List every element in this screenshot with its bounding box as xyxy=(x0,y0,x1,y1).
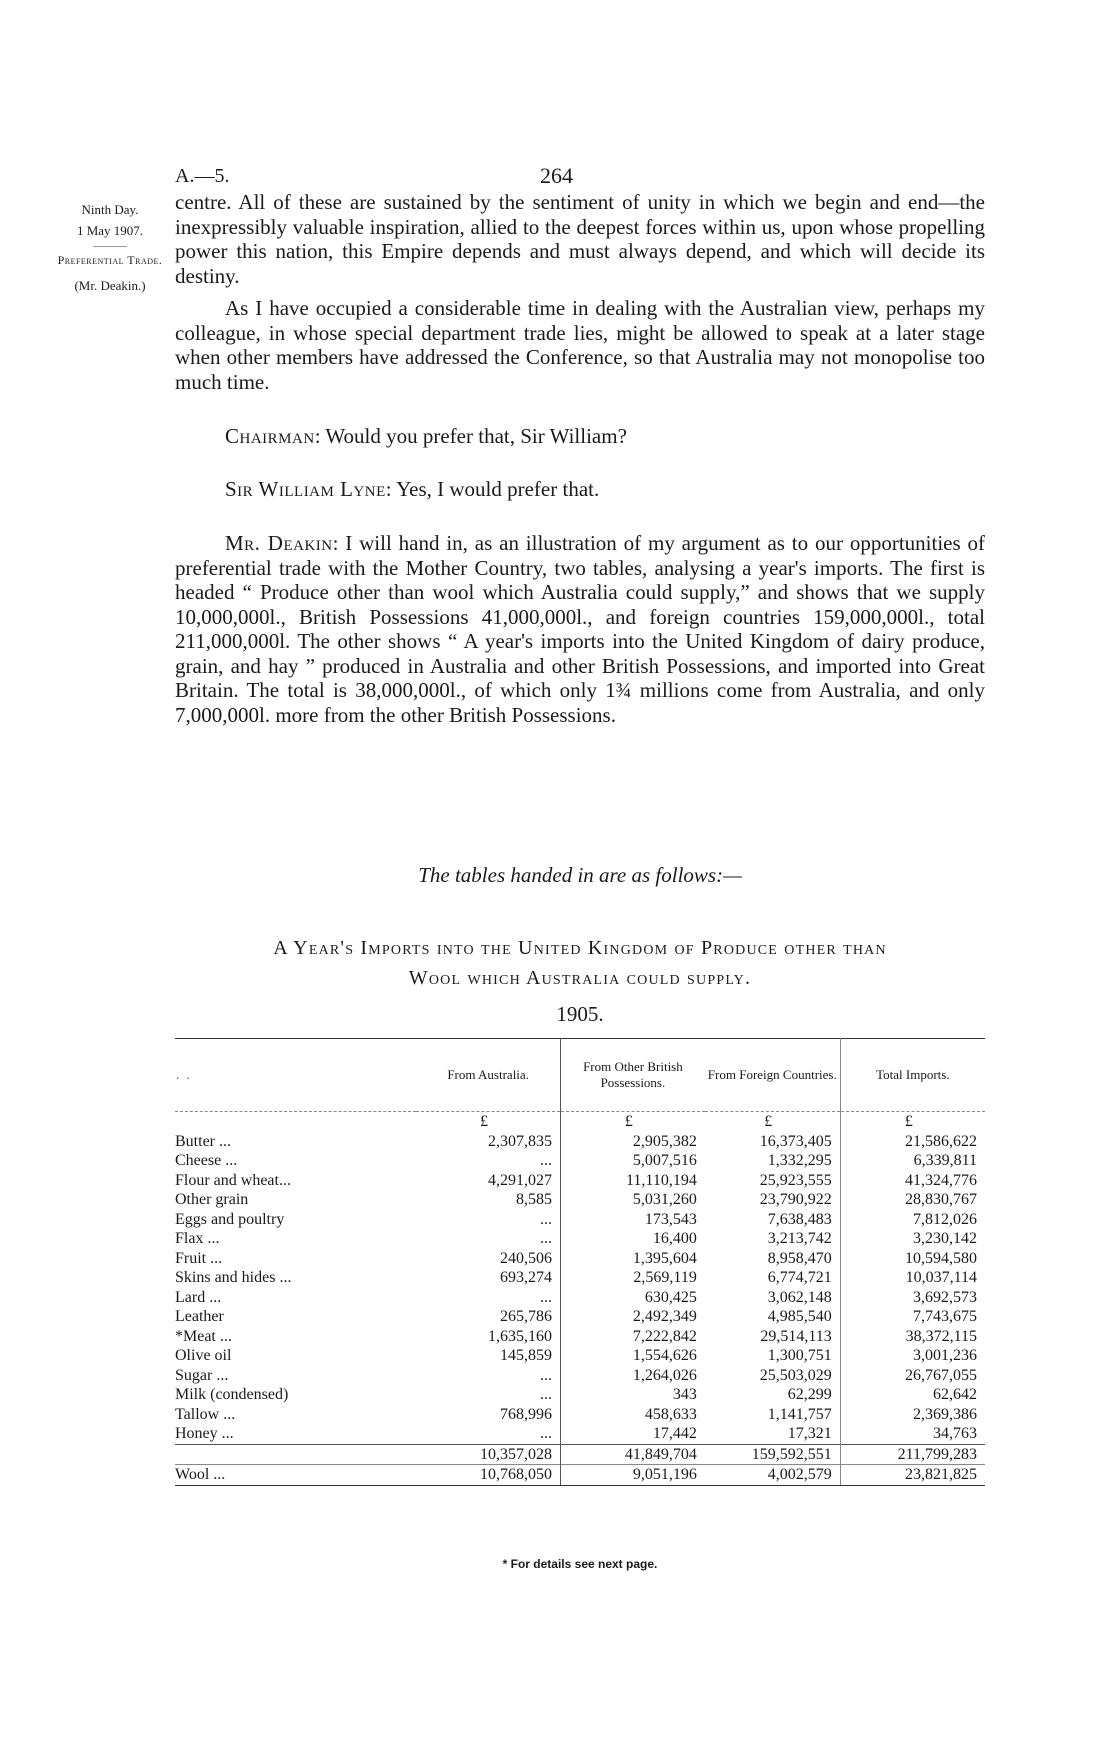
cell-from-foreign: 3,062,148 xyxy=(767,1288,832,1306)
cell-total: 211,799,283 xyxy=(840,1444,985,1465)
row-label: *Meat ... xyxy=(175,1327,232,1345)
page-number: 264 xyxy=(540,163,573,188)
table-title-line-1: A Year's Imports into the United Kingdom of Produce other than xyxy=(273,937,887,959)
footnote: * For details see next page. xyxy=(502,1557,658,1571)
row-label: Olive oil xyxy=(175,1347,232,1364)
unit-cell: £ xyxy=(705,1112,840,1132)
cell-from-foreign: 1,141,757 xyxy=(767,1405,832,1423)
header-blank: . . xyxy=(176,1067,192,1083)
table-title-line-2: Wool which Australia could supply. xyxy=(408,967,752,989)
margin-rule xyxy=(93,246,127,247)
margin-speaker: (Mr. Deakin.) xyxy=(74,277,146,293)
table-row xyxy=(175,1249,985,1269)
body-text xyxy=(175,190,985,727)
row-label: Leather xyxy=(175,1308,224,1325)
cell-total: 23,821,825 xyxy=(840,1465,985,1486)
row-label: Flax ... xyxy=(175,1230,220,1247)
cell-from-australia: 145,859 xyxy=(500,1347,553,1364)
cell-total: 62,642 xyxy=(840,1385,985,1405)
cell-from-other-british: 7,222,842 xyxy=(561,1327,705,1347)
table-row xyxy=(175,1366,985,1386)
table-row xyxy=(175,1229,985,1249)
cell-from-australia: 768,996 xyxy=(500,1405,553,1423)
cell-from-foreign: 17,321 xyxy=(787,1425,832,1442)
cell-from-foreign: 8,958,470 xyxy=(767,1249,832,1267)
cell-total: 3,001,236 xyxy=(840,1346,985,1366)
cell-from-foreign: 62,299 xyxy=(787,1386,832,1403)
cell-total: 6,339,811 xyxy=(840,1151,985,1171)
cell-from-other-british: 2,569,119 xyxy=(561,1268,705,1288)
cell-from-australia: 693,274 xyxy=(500,1269,553,1286)
cell-from-australia: 1,635,160 xyxy=(488,1327,553,1345)
cell-total: 3,230,142 xyxy=(840,1229,985,1249)
cell-from-foreign: 159,592,551 xyxy=(705,1444,840,1465)
unit-row xyxy=(175,1112,985,1132)
row-label: Honey ... xyxy=(175,1425,234,1442)
cell-from-australia: 265,786 xyxy=(500,1308,553,1325)
row-label: Fruit ... xyxy=(175,1249,223,1267)
table-row xyxy=(175,1307,985,1327)
cell-from-foreign: 1,300,751 xyxy=(767,1347,832,1364)
row-label: Wool ... xyxy=(175,1465,416,1486)
cell-total: 10,594,580 xyxy=(840,1249,985,1269)
cell-total: 21,586,622 xyxy=(840,1132,985,1152)
cell-total: 34,763 xyxy=(840,1424,985,1444)
margin-subject: Preferential Trade. xyxy=(57,252,163,267)
cell-total: 2,369,386 xyxy=(840,1405,985,1425)
cell-from-other-british: 173,543 xyxy=(561,1210,705,1230)
cell-from-other-british: 41,849,704 xyxy=(561,1444,705,1465)
cell-total: 26,767,055 xyxy=(840,1366,985,1386)
cell-from-other-british: 343 xyxy=(561,1385,705,1405)
row-label xyxy=(175,1444,416,1465)
cell-total: 38,372,115 xyxy=(840,1327,985,1347)
paragraph-deakin xyxy=(175,531,985,727)
cell-total: 3,692,573 xyxy=(840,1288,985,1308)
cell-from-australia: ... xyxy=(540,1425,553,1442)
table-row xyxy=(175,1171,985,1191)
table-row xyxy=(175,1132,985,1152)
imports-table xyxy=(175,1038,985,1486)
row-label: Tallow ... xyxy=(175,1405,236,1423)
row-label: Skins and hides ... xyxy=(175,1269,292,1286)
table-row xyxy=(175,1405,985,1425)
cell-from-foreign: 1,332,295 xyxy=(767,1152,832,1169)
row-label: Other grain xyxy=(175,1191,249,1208)
table-row xyxy=(175,1327,985,1347)
totals-row xyxy=(175,1444,985,1465)
cell-from-other-british: 17,442 xyxy=(561,1424,705,1444)
cell-from-other-british: 2,905,382 xyxy=(561,1132,705,1152)
wool-row xyxy=(175,1465,985,1486)
cell-from-foreign: 23,790,922 xyxy=(759,1191,832,1208)
cell-from-foreign: 4,985,540 xyxy=(767,1308,832,1325)
margin-date: 1 May 1907. xyxy=(76,222,144,238)
cell-total: 41,324,776 xyxy=(840,1171,985,1191)
cell-from-other-british: 1,264,026 xyxy=(561,1366,705,1386)
table-year: 1905. xyxy=(556,1002,604,1026)
unit-cell: £ xyxy=(840,1112,985,1132)
table-row xyxy=(175,1288,985,1308)
row-label: Eggs and poultry xyxy=(175,1210,285,1228)
speaker-deakin: Mr. Deakin xyxy=(225,531,333,555)
lyne-text: : Yes, I would prefer that. xyxy=(385,476,600,501)
cell-total: 28,830,767 xyxy=(840,1190,985,1210)
table-row xyxy=(175,1424,985,1444)
cell-from-foreign: 16,373,405 xyxy=(759,1132,832,1150)
header-from-australia: From Australia. xyxy=(447,1067,529,1083)
cell-total: 7,812,026 xyxy=(840,1210,985,1230)
cell-from-australia: 4,291,027 xyxy=(488,1171,553,1189)
cell-from-australia: ... xyxy=(540,1230,553,1247)
row-label: Sugar ... xyxy=(175,1366,229,1384)
header-from-foreign: From Foreign Countries. xyxy=(707,1067,837,1083)
cell-from-other-british: 458,633 xyxy=(561,1405,705,1425)
row-label: Milk (condensed) xyxy=(175,1386,289,1403)
unit-cell: £ xyxy=(416,1112,560,1132)
cell-from-other-british: 5,007,516 xyxy=(561,1151,705,1171)
cell-from-australia: ... xyxy=(540,1288,553,1306)
cell-total: 7,743,675 xyxy=(840,1307,985,1327)
cell-from-other-british: 1,395,604 xyxy=(561,1249,705,1269)
chairman-text: : Would you prefer that, Sir William? xyxy=(314,424,627,448)
deakin-text: : I will hand in, as an illustration of my argument as to our opportunities of preferential trade with the Mother Country, two tables, analysing a year's imports. The first is headed “ Produce other than wool which Australia could supply,” and shows that we supply 10,000,000l., British Possessions 41,000,000l., and foreign countries 159,000,000l., total 211,000,000l. The other shows “ A year's imports into the United Kingdom of dairy produce, grain, and hay ” produced in Australia and other British Possessions, and imported into Great Britain. The total is 38,000,000l., of which only 1¾ millions come from Australia, and only 7,000,000l. more from the other British Possessions. xyxy=(175,531,985,727)
cell-from-australia: 2,307,835 xyxy=(488,1132,553,1150)
unit-cell: £ xyxy=(561,1112,705,1132)
cell-from-foreign: 3,213,742 xyxy=(767,1230,832,1247)
cell-from-australia: ... xyxy=(540,1366,553,1384)
cell-from-australia: 240,506 xyxy=(500,1249,553,1267)
tables-caption: The tables handed in are as follows:— xyxy=(418,863,742,887)
paragraph-2: As I have occupied a considerable time in dealing with the Australian view, perhaps my colleague, in whose special department trade lies, might be allowed to speak at a later stage when other members have addressed the Conference, so that Australia may not monopolise too much time. xyxy=(175,296,985,394)
cell-from-australia: ... xyxy=(540,1152,553,1169)
table-row xyxy=(175,1385,985,1405)
cell-total: 10,037,114 xyxy=(840,1268,985,1288)
cell-from-other-british: 1,554,626 xyxy=(561,1346,705,1366)
cell-from-other-british: 2,492,349 xyxy=(561,1307,705,1327)
paragraph-lyne xyxy=(175,477,985,502)
speaker-chairman: Chairman xyxy=(225,424,315,448)
table-row xyxy=(175,1268,985,1288)
paragraph-1: centre. All of these are sustained by the sentiment of unity in which we begin and end—the inexpressibly valuable inspiration, allied to the deepest forces within us, upon whose propelling power this nation, this Empire depends and must always depend, and which will decide its destiny. xyxy=(175,190,985,288)
document-reference: A.—5. xyxy=(175,165,230,187)
row-label: Butter ... xyxy=(175,1132,231,1150)
cell-from-other-british: 16,400 xyxy=(561,1229,705,1249)
cell-from-australia: 8,585 xyxy=(516,1191,553,1208)
table-row xyxy=(175,1210,985,1230)
paragraph-chairman xyxy=(175,424,985,449)
speaker-lyne: Sir William Lyne xyxy=(225,476,386,501)
cell-from-other-british: 11,110,194 xyxy=(561,1171,705,1191)
margin-note xyxy=(45,200,175,297)
cell-from-foreign: 7,638,483 xyxy=(767,1210,832,1228)
cell-from-foreign: 29,514,113 xyxy=(760,1327,832,1345)
cell-from-australia: 10,768,050 xyxy=(416,1465,560,1486)
table-title xyxy=(175,933,985,993)
cell-from-australia: ... xyxy=(540,1210,553,1228)
margin-day: Ninth Day. xyxy=(81,202,139,217)
cell-from-australia: 10,357,028 xyxy=(416,1444,560,1465)
table-row xyxy=(175,1190,985,1210)
header-total: Total Imports. xyxy=(840,1039,985,1112)
row-label: Flour and wheat... xyxy=(175,1171,291,1189)
row-label: Lard ... xyxy=(175,1288,222,1306)
cell-from-other-british: 9,051,196 xyxy=(561,1465,705,1486)
table-row xyxy=(175,1346,985,1366)
cell-from-foreign: 6,774,721 xyxy=(767,1269,832,1286)
table-row xyxy=(175,1151,985,1171)
row-label: Cheese ... xyxy=(175,1152,238,1169)
cell-from-foreign: 4,002,579 xyxy=(705,1465,840,1486)
cell-from-australia: ... xyxy=(540,1386,553,1403)
cell-from-other-british: 630,425 xyxy=(561,1288,705,1308)
cell-from-other-british: 5,031,260 xyxy=(561,1190,705,1210)
cell-from-foreign: 25,923,555 xyxy=(759,1171,832,1189)
header-from-other-british: From Other British Possessions. xyxy=(561,1039,705,1112)
cell-from-foreign: 25,503,029 xyxy=(759,1366,832,1384)
